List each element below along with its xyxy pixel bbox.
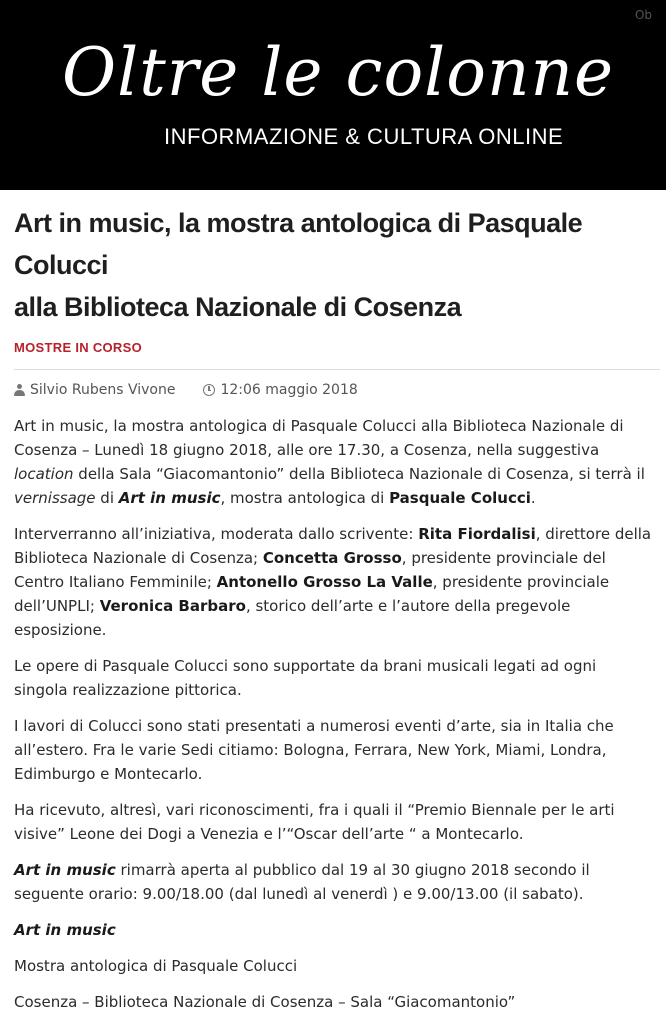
page-title — [14, 202, 652, 328]
text-span: , storico dell’arte e l’autore della pregevole esposizione. — [14, 597, 571, 639]
user-icon — [14, 384, 25, 396]
bold-italic-art-in-music: Art in music — [118, 489, 221, 507]
article-meta — [14, 382, 652, 398]
italic-vernissage: vernissage — [14, 489, 96, 507]
clock-icon — [203, 384, 215, 396]
paragraph-1 — [14, 414, 652, 510]
paragraph-5: Ha ricevuto, altresì, vari riconoscimenti, fra i quali il “Premio Biennale per le arti visive” Leone dei Dogi a Venezia e l’“Oscar dell’arte “ a Montecarlo. — [14, 801, 615, 843]
article-body — [14, 414, 652, 1014]
bold-name: Antonello Grosso La Valle — [216, 573, 433, 591]
corner-mark: Ob — [634, 8, 652, 22]
bold-italic-art-in-music: Art in music — [14, 861, 116, 879]
title-line-1: Art in music, la mostra antologica di Pasquale Colucci — [14, 208, 583, 280]
author-name[interactable]: Silvio Rubens Vivone — [30, 382, 176, 398]
masthead — [0, 0, 666, 190]
paragraph-3: Le opere di Pasquale Colucci sono supportate da brani musicali legati ad ogni singola realizzazione pittorica. — [14, 657, 597, 699]
divider — [14, 369, 660, 370]
publish-date: 12:06 maggio 2018 — [220, 382, 358, 398]
text-span: della Sala “Giacomantonio” della Biblioteca Nazionale di Cosenza, si terrà il — [73, 465, 645, 483]
bold-italic-art-in-music: Art in music — [14, 921, 116, 939]
site-logo[interactable]: Oltre le colonne — [62, 34, 615, 111]
author-info — [14, 382, 175, 398]
paragraph-8: Mostra antologica di Pasquale Colucci — [14, 957, 298, 975]
article-container — [0, 202, 666, 1014]
text-span: , presidente provinciale del Centro Italiano Femminile; — [14, 549, 606, 591]
bold-name: Rita Fiordalisi — [418, 525, 536, 543]
text-span: , mostra antologica di — [220, 489, 390, 507]
text-span: di — [95, 489, 119, 507]
italic-location: location — [14, 465, 74, 483]
category-link[interactable]: MOSTRE IN CORSO — [14, 340, 143, 355]
paragraph-7 — [14, 918, 652, 942]
text-span: , presidente provinciale dell’UNPLI; — [14, 573, 610, 615]
text-span: Interverranno all’iniziativa, moderata dallo scrivente: — [14, 525, 419, 543]
paragraph-4: I lavori di Colucci sono stati presentati a numerosi eventi d’arte, sia in Italia che all’estero. Fra le varie Sedi citiamo: Bologna, Ferrara, New York, Miami, Londra, Edimburgo e Montecarlo. — [14, 717, 614, 783]
date-info — [203, 382, 357, 398]
text-span: rimarrà aperta al pubblico dal 19 al 30 giugno 2018 secondo il seguente orario: 9.00/18.00 (dal lunedì al venerdì ) e 9.00/13.00 (il sabato). — [14, 861, 590, 903]
bold-artist-name: Pasquale Colucci — [389, 489, 531, 507]
title-line-2: alla Biblioteca Nazionale di Cosenza — [14, 292, 462, 322]
text-span: , direttore della Biblioteca Nazionale di Cosenza; — [14, 525, 652, 567]
text-span: Art in music, la mostra antologica di Pasquale Colucci alla Biblioteca Nazionale di Cosenza – Lunedì 18 giugno 2018, alle ore 17.30, a Cosenza, nella suggestiva — [14, 417, 624, 459]
paragraph-6 — [14, 858, 652, 906]
site-tagline: INFORMAZIONE & CULTURA ONLINE — [164, 124, 564, 149]
text-span: . — [530, 489, 536, 507]
bold-name: Concetta Grosso — [262, 549, 402, 567]
bold-name: Veronica Barbaro — [99, 597, 246, 615]
paragraph-9: Cosenza – Biblioteca Nazionale di Cosenza – Sala “Giacomantonio” — [14, 993, 516, 1011]
paragraph-2 — [14, 522, 652, 642]
